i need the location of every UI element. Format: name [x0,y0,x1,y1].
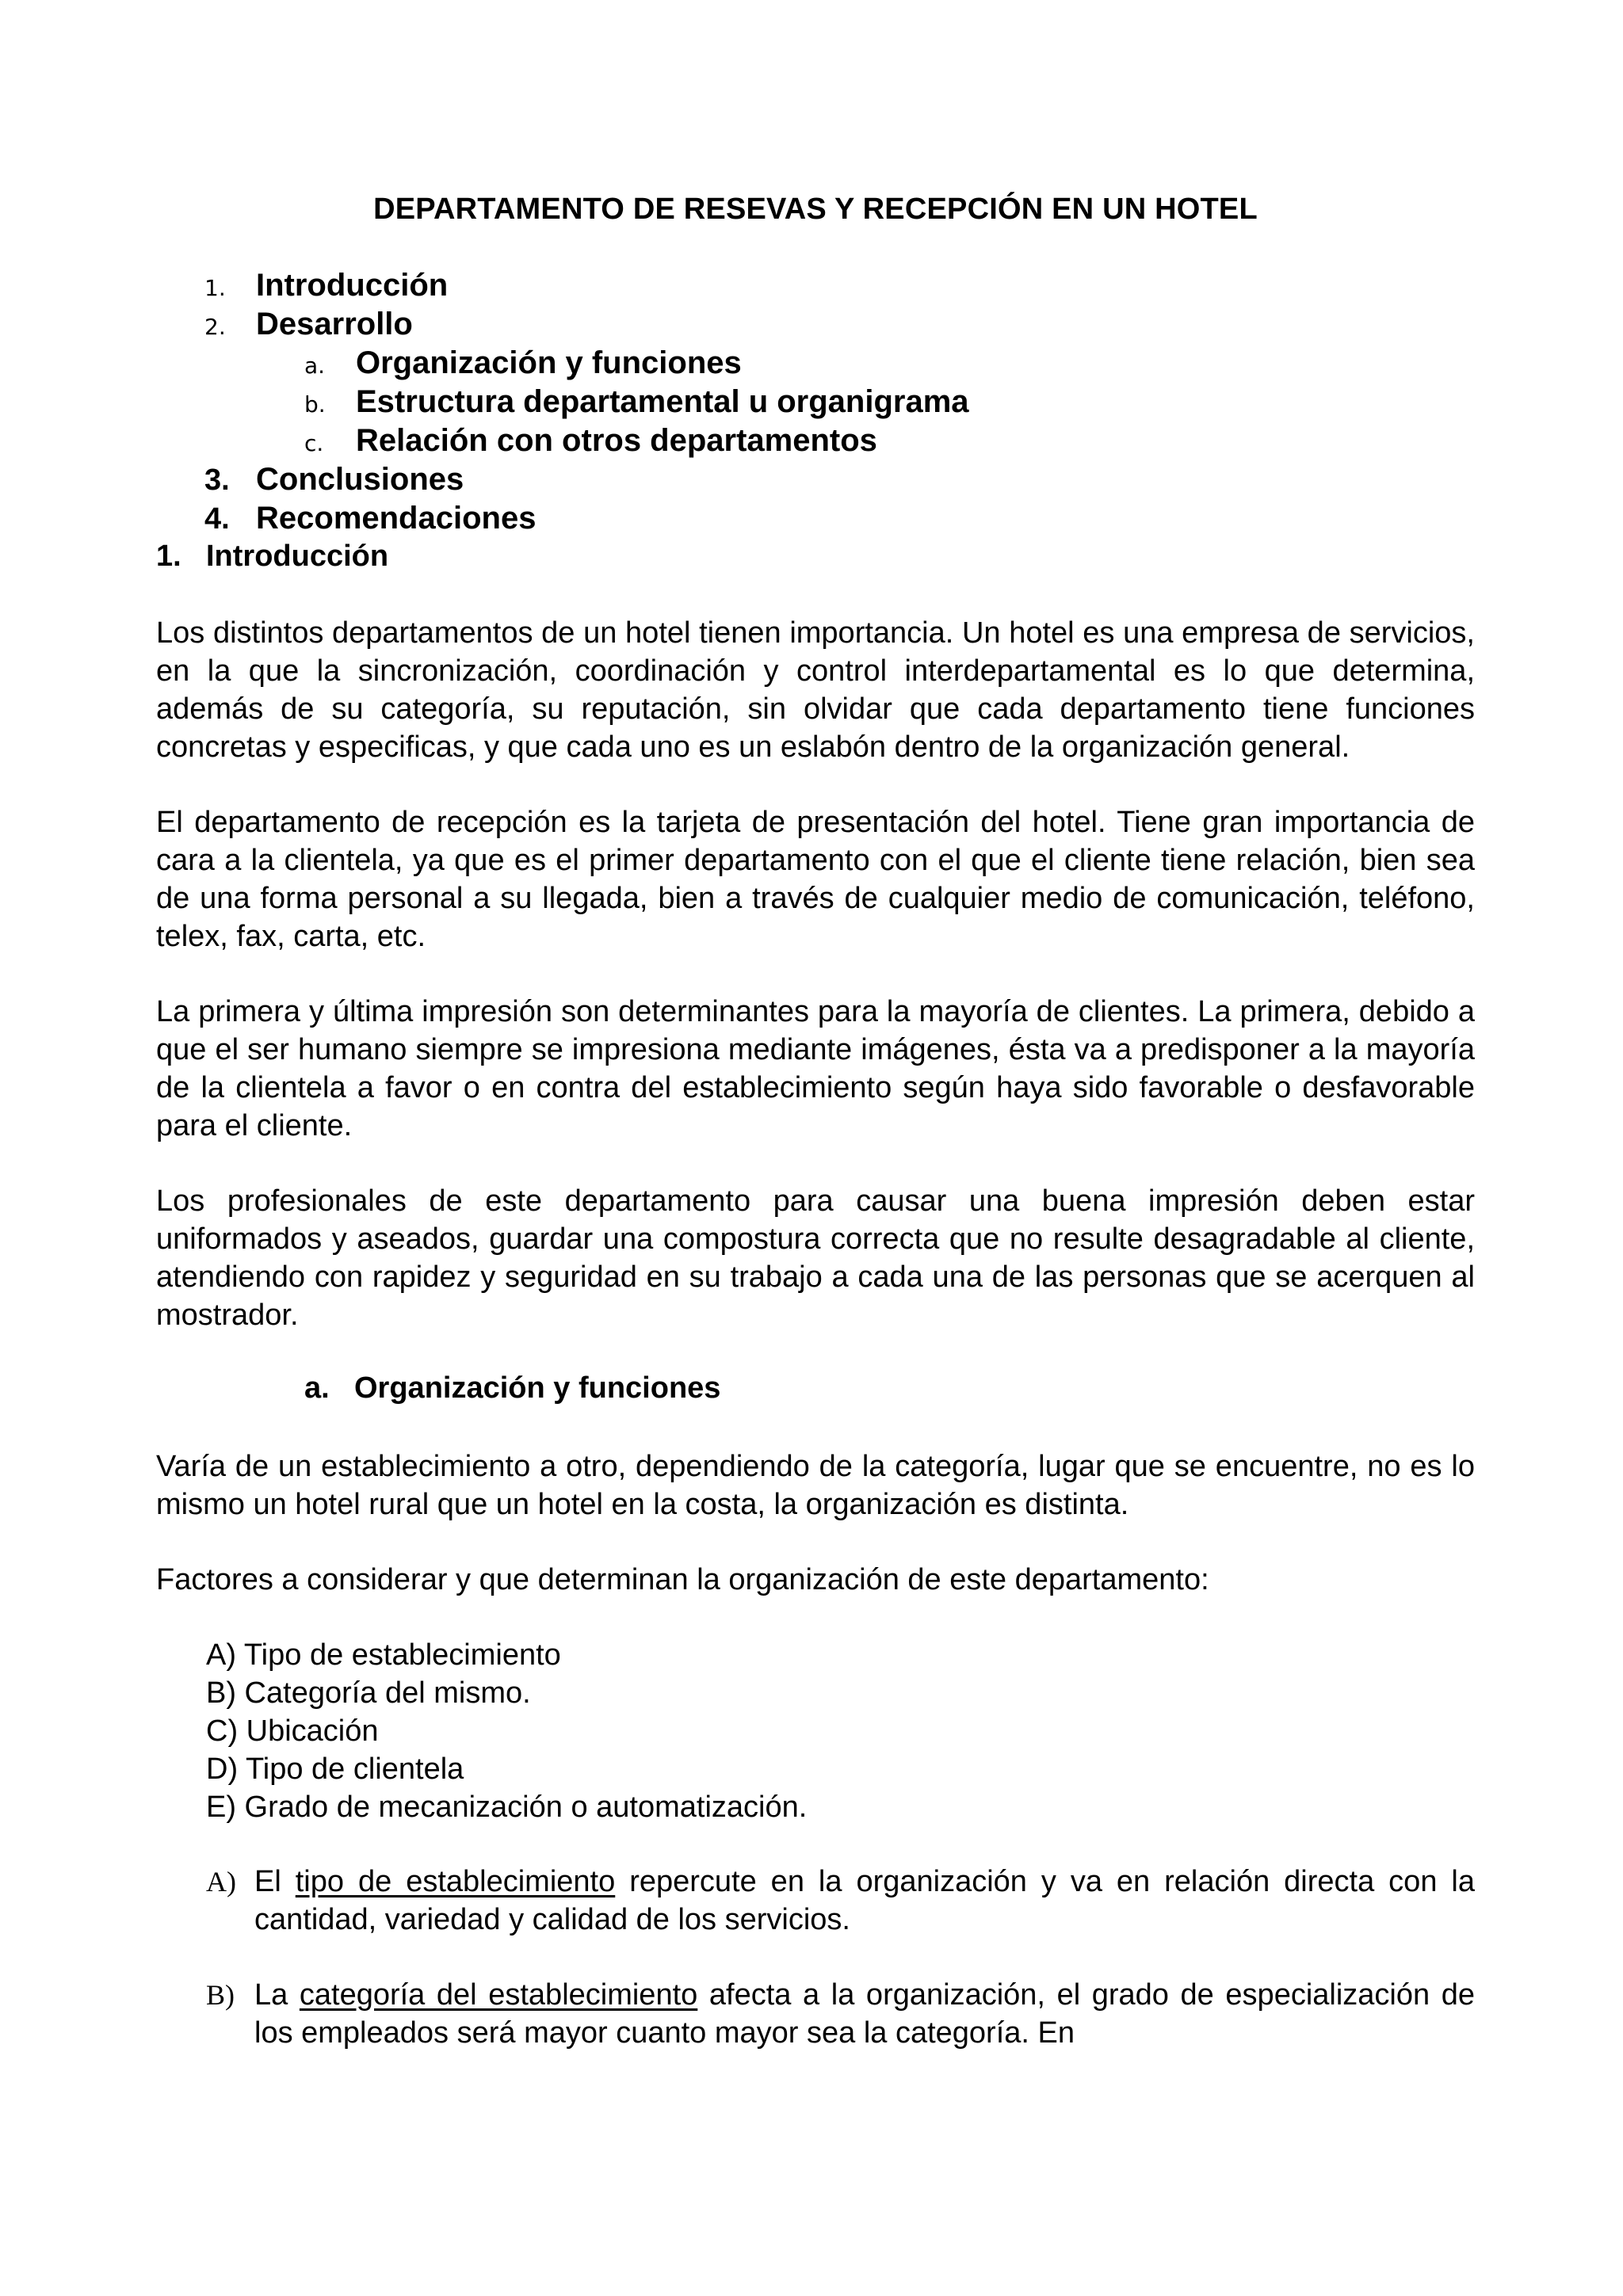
toc-number: 1. [204,275,226,301]
toc-subitem [156,423,1475,462]
toc-label: Relación con otros departamentos [356,423,877,458]
paragraph: Los distintos departamentos de un hotel tienen importancia. Un hotel es una empresa de servicios, en la que la sincronización, coordinación y control interdepartamental es lo que determina, además de su categoría, su reputación, sin olvidar que cada departamento tiene funciones concretas y especificas, y que cada uno es un eslabón dentro de la organización general. [156,616,1475,764]
item-text-rest: repercute en la organización y va en relación directa con la cantidad, variedad y calidad de los servicios. [254,1865,1475,1936]
toc-label: Conclusiones [256,462,464,497]
section-number: 1. [156,540,181,573]
item-letter: B) [206,1979,235,2011]
underlined-term: categoría del establecimiento [299,1978,698,2012]
toc-letter: a. [304,353,326,379]
table-of-contents [156,268,1475,540]
toc-label: Estructura departamental u organigrama [356,384,969,419]
factor-item: D) Tipo de clientela [206,1753,464,1786]
section-heading-introduccion [156,540,1475,578]
item-text-start: El [254,1865,296,1898]
subsection-letter: a. [304,1371,330,1405]
item-text [254,1863,1475,1939]
factor-explanation [156,1863,1475,1939]
factor-item: E) Grado de mecanización o automatización. [206,1791,808,1824]
document-page [156,190,1475,2089]
factor-explanation [156,1976,1475,2052]
section-title: Introducción [206,540,389,573]
factor-item: A) Tipo de establecimiento [206,1638,561,1672]
toc-letter: b. [304,391,326,418]
toc-number: 3. [204,463,230,497]
paragraph: Los profesionales de este departamento para causar una buena impresión deben estar uniformados y aseados, guardar una compostura correcta que no resulte desagradable al cliente, atendiendo con rapidez y seguridad en su trabajo a cada una de las personas que se acerquen al mostrador. [156,1184,1475,1332]
toc-label: Recomendaciones [256,501,537,536]
factor-item: C) Ubicación [206,1714,379,1748]
toc-subitem [156,384,1475,423]
toc-number: 4. [204,502,230,536]
toc-item [156,501,1475,540]
item-text [254,1976,1475,2052]
paragraph: La primera y última impresión son determinantes para la mayoría de clientes. La primera, debido a que el ser humano siempre se impresiona mediante imágenes, ésta va a predisponer a la mayoría de la clientela a favor o en contra del establecimiento según haya sido favorable o desfavorable para el cliente. [156,995,1475,1142]
paragraph: Varía de un establecimiento a otro, dependiendo de la categoría, lugar que se encuentre, no es lo mismo un hotel rural que un hotel en la costa, la organización es distinta. [156,1450,1475,1521]
factor-list [156,1636,1475,1826]
factor-item: B) Categoría del mismo. [206,1676,531,1710]
toc-subitem [156,345,1475,384]
item-text-rest: afecta a la organización, el grado de especialización de los empleados será mayor cuanto mayor sea la categoría. En [254,1978,1475,2050]
document-title: DEPARTAMENTO DE RESEVAS Y RECEPCIÓN EN UN HOTEL [373,193,1258,226]
toc-number: 2. [204,314,226,340]
item-letter: A) [206,1866,236,1897]
toc-label: Introducción [256,268,449,303]
toc-item [156,307,1475,345]
toc-item [156,268,1475,307]
subsection-title: Organización y funciones [354,1371,721,1405]
item-text-start: La [254,1978,300,2012]
underlined-term: tipo de establecimiento [295,1865,616,1898]
toc-label: Organización y funciones [356,345,742,380]
toc-label: Desarrollo [256,307,413,341]
toc-item [156,462,1475,501]
paragraph: Factores a considerar y que determinan la organización de este departamento: [156,1563,1209,1596]
toc-letter: c. [304,430,324,456]
paragraph: El departamento de recepción es la tarjeta de presentación del hotel. Tiene gran importancia de cara a la clientela, ya que es el primer departamento con el que el cliente tiene relación, bien sea de una forma personal a su llegada, bien a través de cualquier medio de comunicación, teléfono, telex, fax, carta, etc. [156,806,1475,953]
subsection-heading-organizacion [156,1371,1475,1411]
